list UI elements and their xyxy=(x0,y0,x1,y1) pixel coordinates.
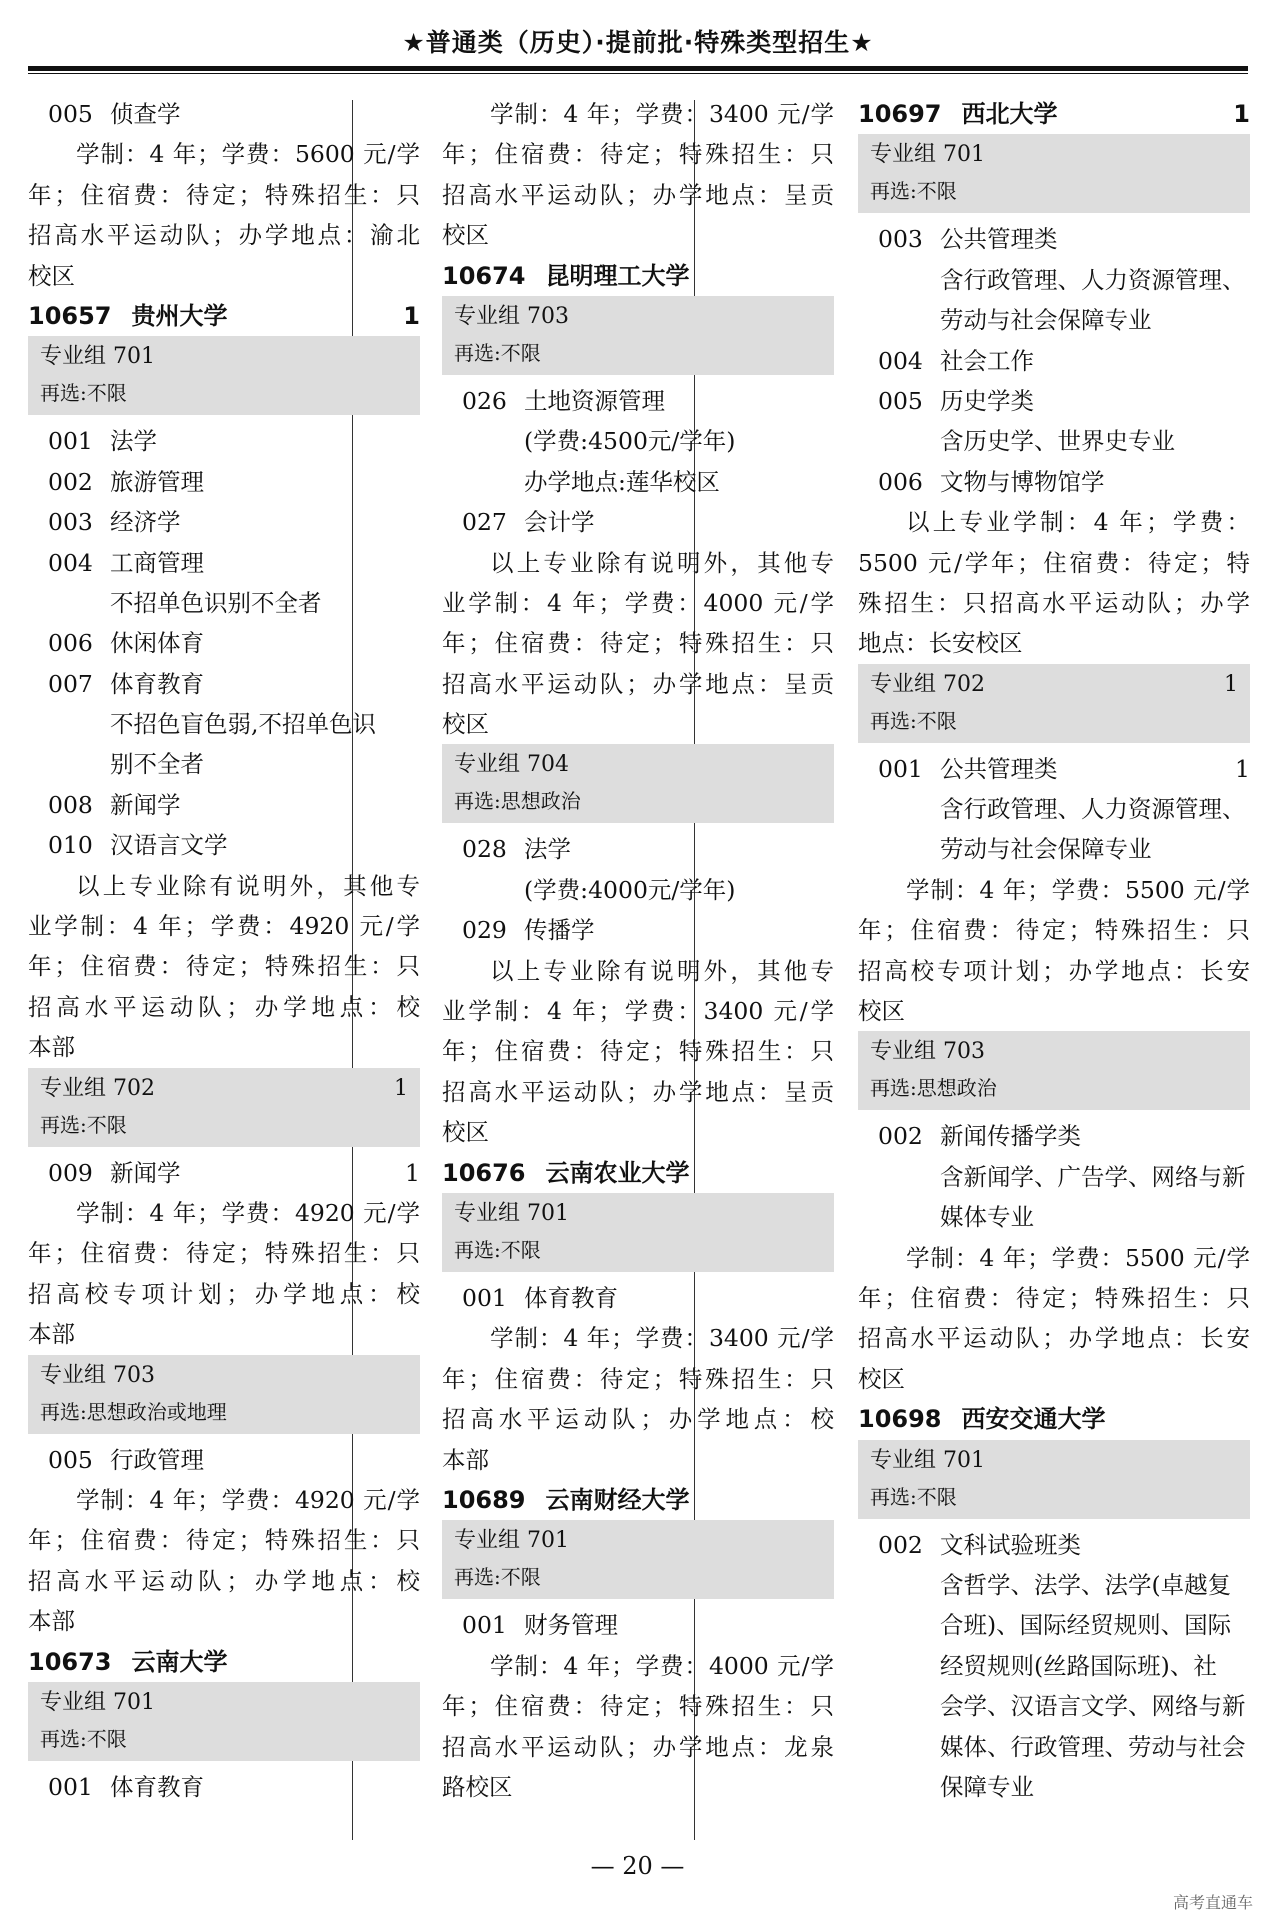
major-note: 会学、汉语言文学、网络与新 xyxy=(940,1692,1246,1721)
major-item: 008 新闻学 xyxy=(48,790,181,819)
major-note: 办学地点:莲华校区 xyxy=(524,467,720,496)
para-line: 学制：4 年；学费：5500 元/学 xyxy=(906,875,1250,904)
major-item: 006 文物与博物馆学 xyxy=(878,467,1105,496)
para-line: 5500 元/学年；住宿费：待定；特 xyxy=(858,548,1250,577)
major-note: 含行政管理、人力资源管理、 xyxy=(940,795,1246,824)
major-item: 005 历史学类 xyxy=(878,386,1034,415)
para-line: 年；住宿费：待定；特殊招生：只 xyxy=(442,629,834,658)
major-note: 合班)、国际经贸规则、国际 xyxy=(940,1611,1232,1640)
para-line: 年；住宿费：待定；特殊招生：只 xyxy=(858,1283,1250,1312)
para-line: 路校区 xyxy=(442,1772,513,1801)
para-line: 年；住宿费：待定；特殊招生：只 xyxy=(28,180,420,209)
para-line: 年；住宿费：待定；特殊招生：只 xyxy=(442,1037,834,1066)
major-item: 009 新闻学 1 xyxy=(48,1158,420,1187)
major-item: 003 公共管理类 xyxy=(878,225,1058,254)
major-item: 004 社会工作 xyxy=(878,346,1034,375)
major-group-box: 专业组 701 再选:不限 xyxy=(28,336,420,415)
para-line: 学制：4 年；学费：5600 元/学 xyxy=(76,140,420,169)
major-group-box: 专业组 701 再选:不限 xyxy=(442,1520,834,1599)
para-line: 年；住宿费：待定；特殊招生：只 xyxy=(442,1692,834,1721)
major-item: 010 汉语言文学 xyxy=(48,831,228,860)
para-line: 学制：4 年；学费：4920 元/学 xyxy=(76,1485,420,1514)
para-line: 以上专业除有说明外，其他专 xyxy=(490,956,834,985)
major-item: 001 公共管理类 1 xyxy=(878,754,1250,783)
major-item: 026 土地资源管理 xyxy=(462,386,665,415)
page-header: ★普通类（历史）·提前批·特殊类型招生★ xyxy=(402,28,874,57)
university-heading: 10673 云南大学 xyxy=(28,1647,228,1676)
major-note: 媒体、行政管理、劳动与社会 xyxy=(940,1732,1246,1761)
major-note: 劳动与社会保障专业 xyxy=(940,835,1152,864)
para-line: 以上专业除有说明外，其他专 xyxy=(490,548,834,577)
para-line: 年；住宿费：待定；特殊招生：只 xyxy=(442,140,834,169)
major-group-box: 专业组 702 1 再选:不限 xyxy=(858,664,1250,743)
para-line: 以上专业学制：4 年；学费： xyxy=(906,508,1250,537)
major-note: 含历史学、世界史专业 xyxy=(940,427,1175,456)
para-line: 招高水平运动队；办学地点：渝北 xyxy=(28,221,420,250)
university-heading: 10697 西北大学 1 xyxy=(858,100,1250,128)
column-3 xyxy=(858,94,1250,1807)
major-note: 不招单色识别不全者 xyxy=(110,588,322,617)
major-group-box: 专业组 703 再选:思想政治或地理 xyxy=(28,1355,420,1434)
para-line: 校区 xyxy=(858,997,905,1026)
major-group-box: 专业组 701 再选:不限 xyxy=(858,1440,1250,1519)
major-note: 含新闻学、广告学、网络与新 xyxy=(940,1162,1246,1191)
para-line: 地点：长安校区 xyxy=(858,629,1023,658)
major-item: 005 侦查学 xyxy=(48,100,181,128)
para-line: 年；住宿费：待定；特殊招生：只 xyxy=(28,1239,420,1268)
para-line: 年；住宿费：待定；特殊招生：只 xyxy=(28,952,420,981)
para-line: 校区 xyxy=(858,1364,905,1393)
major-item: 006 休闲体育 xyxy=(48,629,204,658)
para-line: 招高校专项计划；办学地点：校 xyxy=(28,1279,420,1308)
header-rule-thick xyxy=(28,66,1248,71)
major-group-box: 专业组 701 再选:不限 xyxy=(858,134,1250,213)
major-note: 含哲学、法学、法学(卓越复 xyxy=(940,1570,1232,1599)
major-item: 004 工商管理 xyxy=(48,548,204,577)
university-heading: 10657 贵州大学 1 xyxy=(28,301,420,330)
major-group-box: 专业组 702 1 再选:不限 xyxy=(28,1068,420,1147)
para-line: 业学制：4 年；学费：4920 元/学 xyxy=(28,912,420,941)
major-item: 001 法学 xyxy=(48,427,157,456)
para-line: 年；住宿费：待定；特殊招生：只 xyxy=(28,1526,420,1555)
para-line: 招高水平运动队；办学地点：校 xyxy=(442,1405,834,1434)
para-line: 学制：4 年；学费：4000 元/学 xyxy=(490,1651,834,1680)
column-2 xyxy=(442,94,834,1807)
university-heading: 10676 云南农业大学 xyxy=(442,1158,690,1187)
major-note: 劳动与社会保障专业 xyxy=(940,306,1152,335)
para-line: 招高水平运动队；办学地点：呈贡 xyxy=(442,669,834,698)
para-line: 招高水平运动队；办学地点：呈贡 xyxy=(442,180,834,209)
major-item: 007 体育教育 xyxy=(48,669,204,698)
para-line: 学制：4 年；学费：3400 元/学 xyxy=(490,100,834,128)
para-line: 本部 xyxy=(28,1320,75,1349)
major-group-box: 专业组 701 再选:不限 xyxy=(28,1682,420,1761)
para-line: 学制：4 年；学费：5500 元/学 xyxy=(906,1243,1250,1272)
para-line: 学制：4 年；学费：3400 元/学 xyxy=(490,1324,834,1353)
major-note: 媒体专业 xyxy=(940,1203,1034,1232)
brand-watermark: 高考直通车 xyxy=(1172,1893,1253,1912)
page-number: — 20 — xyxy=(590,1852,685,1880)
major-item: 005 行政管理 xyxy=(48,1445,204,1474)
para-line: 年；住宿费：待定；特殊招生：只 xyxy=(858,916,1250,945)
major-note: (学费:4000元/学年) xyxy=(524,875,736,904)
major-item: 003 经济学 xyxy=(48,508,181,537)
university-heading: 10698 西安交通大学 xyxy=(858,1405,1106,1434)
major-item: 001 体育教育 xyxy=(48,1772,204,1801)
major-group-box: 专业组 703 再选:思想政治 xyxy=(858,1031,1250,1110)
column-1 xyxy=(28,94,420,1807)
para-line: 校区 xyxy=(28,261,75,290)
major-item: 027 会计学 xyxy=(462,508,595,537)
para-line: 本部 xyxy=(28,1607,75,1636)
para-line: 以上专业除有说明外，其他专 xyxy=(76,871,420,900)
para-line: 年；住宿费：待定；特殊招生：只 xyxy=(442,1364,834,1393)
para-line: 业学制：4 年；学费：4000 元/学 xyxy=(442,588,834,617)
para-line: 招高水平运动队；办学地点：校 xyxy=(28,1566,420,1595)
para-line: 招高水平运动队；办学地点：校 xyxy=(28,992,420,1021)
major-group-box: 专业组 704 再选:思想政治 xyxy=(442,744,834,823)
para-line: 本部 xyxy=(442,1445,489,1474)
para-line: 招高水平运动队；办学地点：呈贡 xyxy=(442,1077,834,1106)
major-item: 002 旅游管理 xyxy=(48,467,204,496)
major-note: 不招色盲色弱,不招单色识 xyxy=(110,710,376,739)
major-group-box: 专业组 701 再选:不限 xyxy=(442,1193,834,1272)
para-line: 招高水平运动队；办学地点：龙泉 xyxy=(442,1732,834,1761)
para-line: 殊招生：只招高水平运动队；办学 xyxy=(858,588,1250,617)
major-note: 经贸规则(丝路国际班)、社 xyxy=(940,1651,1217,1680)
para-line: 业学制：4 年；学费：3400 元/学 xyxy=(442,997,834,1026)
major-item: 028 法学 xyxy=(462,835,571,864)
major-note: 含行政管理、人力资源管理、 xyxy=(940,265,1246,294)
para-line: 招高水平运动队；办学地点：长安 xyxy=(858,1324,1250,1353)
para-line: 校区 xyxy=(442,1118,489,1147)
para-line: 校区 xyxy=(442,221,489,250)
major-item: 001 体育教育 xyxy=(462,1283,618,1312)
para-line: 招高校专项计划；办学地点：长安 xyxy=(858,956,1250,985)
major-note: (学费:4500元/学年) xyxy=(524,427,736,456)
para-line: 校区 xyxy=(442,710,489,739)
university-heading: 10689 云南财经大学 xyxy=(442,1485,690,1514)
major-note: 保障专业 xyxy=(940,1772,1034,1801)
major-item: 002 新闻传播学类 xyxy=(878,1122,1081,1151)
para-line: 学制：4 年；学费：4920 元/学 xyxy=(76,1198,420,1227)
major-item: 001 财务管理 xyxy=(462,1611,618,1640)
para-line: 本部 xyxy=(28,1033,75,1062)
major-item: 029 传播学 xyxy=(462,916,595,945)
header-rule-thin xyxy=(28,73,1248,74)
major-item: 002 文科试验班类 xyxy=(878,1530,1081,1559)
university-heading: 10674 昆明理工大学 xyxy=(442,261,690,290)
major-group-box: 专业组 703 再选:不限 xyxy=(442,296,834,375)
major-note: 别不全者 xyxy=(110,750,204,779)
